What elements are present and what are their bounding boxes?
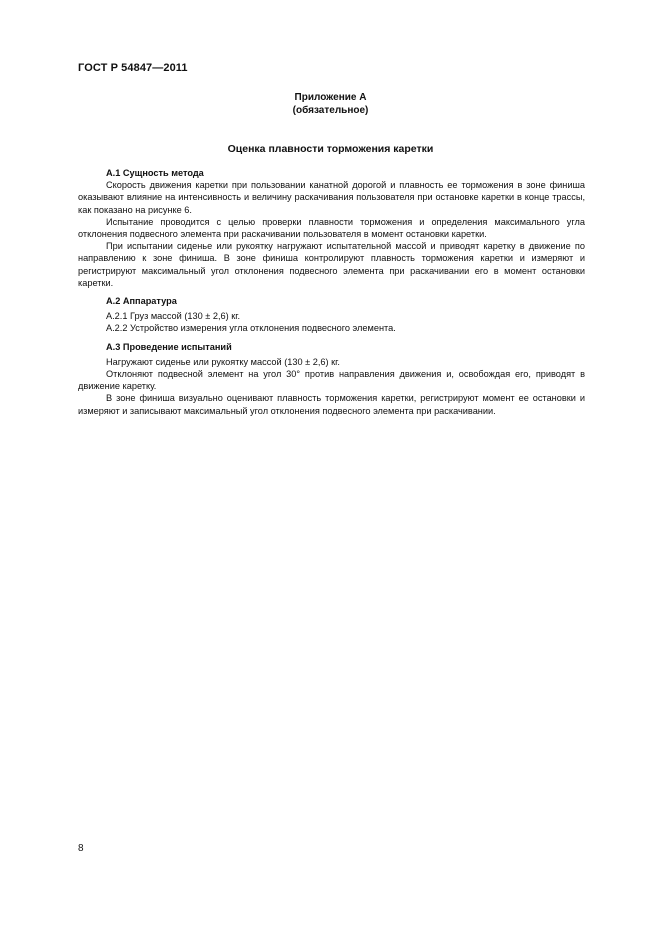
section-heading: А.2 Аппаратура (106, 296, 177, 307)
appendix-title: Оценка плавности торможения каретки (227, 143, 434, 155)
appendix-label: Приложение А (294, 92, 367, 103)
page-number: 8 (78, 843, 84, 854)
appendix-status: (обязательное) (292, 105, 369, 116)
paragraph: Испытание проводится с целью проверки плавности торможения и определения максимального угла отклонения подвесного элемента при раскачивании пользователя в момент остановки каретки. (78, 216, 585, 240)
paragraph: Нагружают сиденье или рукоятку массой (130 ± 2,6) кг. (106, 356, 340, 367)
appendix-block (0, 91, 661, 117)
paragraph: В зоне финиша визуально оценивают плавность торможения каретки, регистрируют момент ее остановки и измеряют и записывают максимальный угол отклонения подвесного элемента при раскачивании. (78, 393, 585, 416)
section-heading: А.1 Сущность метода (106, 168, 204, 178)
document-body (78, 167, 585, 417)
standard-header: ГОСТ Р 54847—2011 (78, 62, 188, 74)
paragraph: При испытании сиденье или рукоятку нагружают испытательной массой и приводят каретку в движение по направлению к зоне финиша. В зоне финиша контролируют плавность торможения каретки и измеряют и регистрируют максимальный угол отклонения подвесного элемента при раскачивании его в момент остановки каретки. (78, 241, 585, 288)
paragraph: Отклоняют подвесной элемент на угол 30° против направления движения и, освобождая его, приводят в движение каретку. (78, 369, 585, 392)
paragraph: А.2.2 Устройство измерения угла отклонения подвесного элемента. (106, 323, 396, 334)
section-heading: А.3 Проведение испытаний (106, 341, 232, 352)
paragraph: Скорость движения каретки при пользовании канатной дорогой и плавность ее торможения в зоне финиша оказывают влияние на интенсивность и величину раскачивания пользователя при остановке каретки в конце трассы, как показано на рисунке 6. (78, 180, 585, 215)
paragraph: А.2.1 Груз массой (130 ± 2,6) кг. (106, 311, 241, 322)
